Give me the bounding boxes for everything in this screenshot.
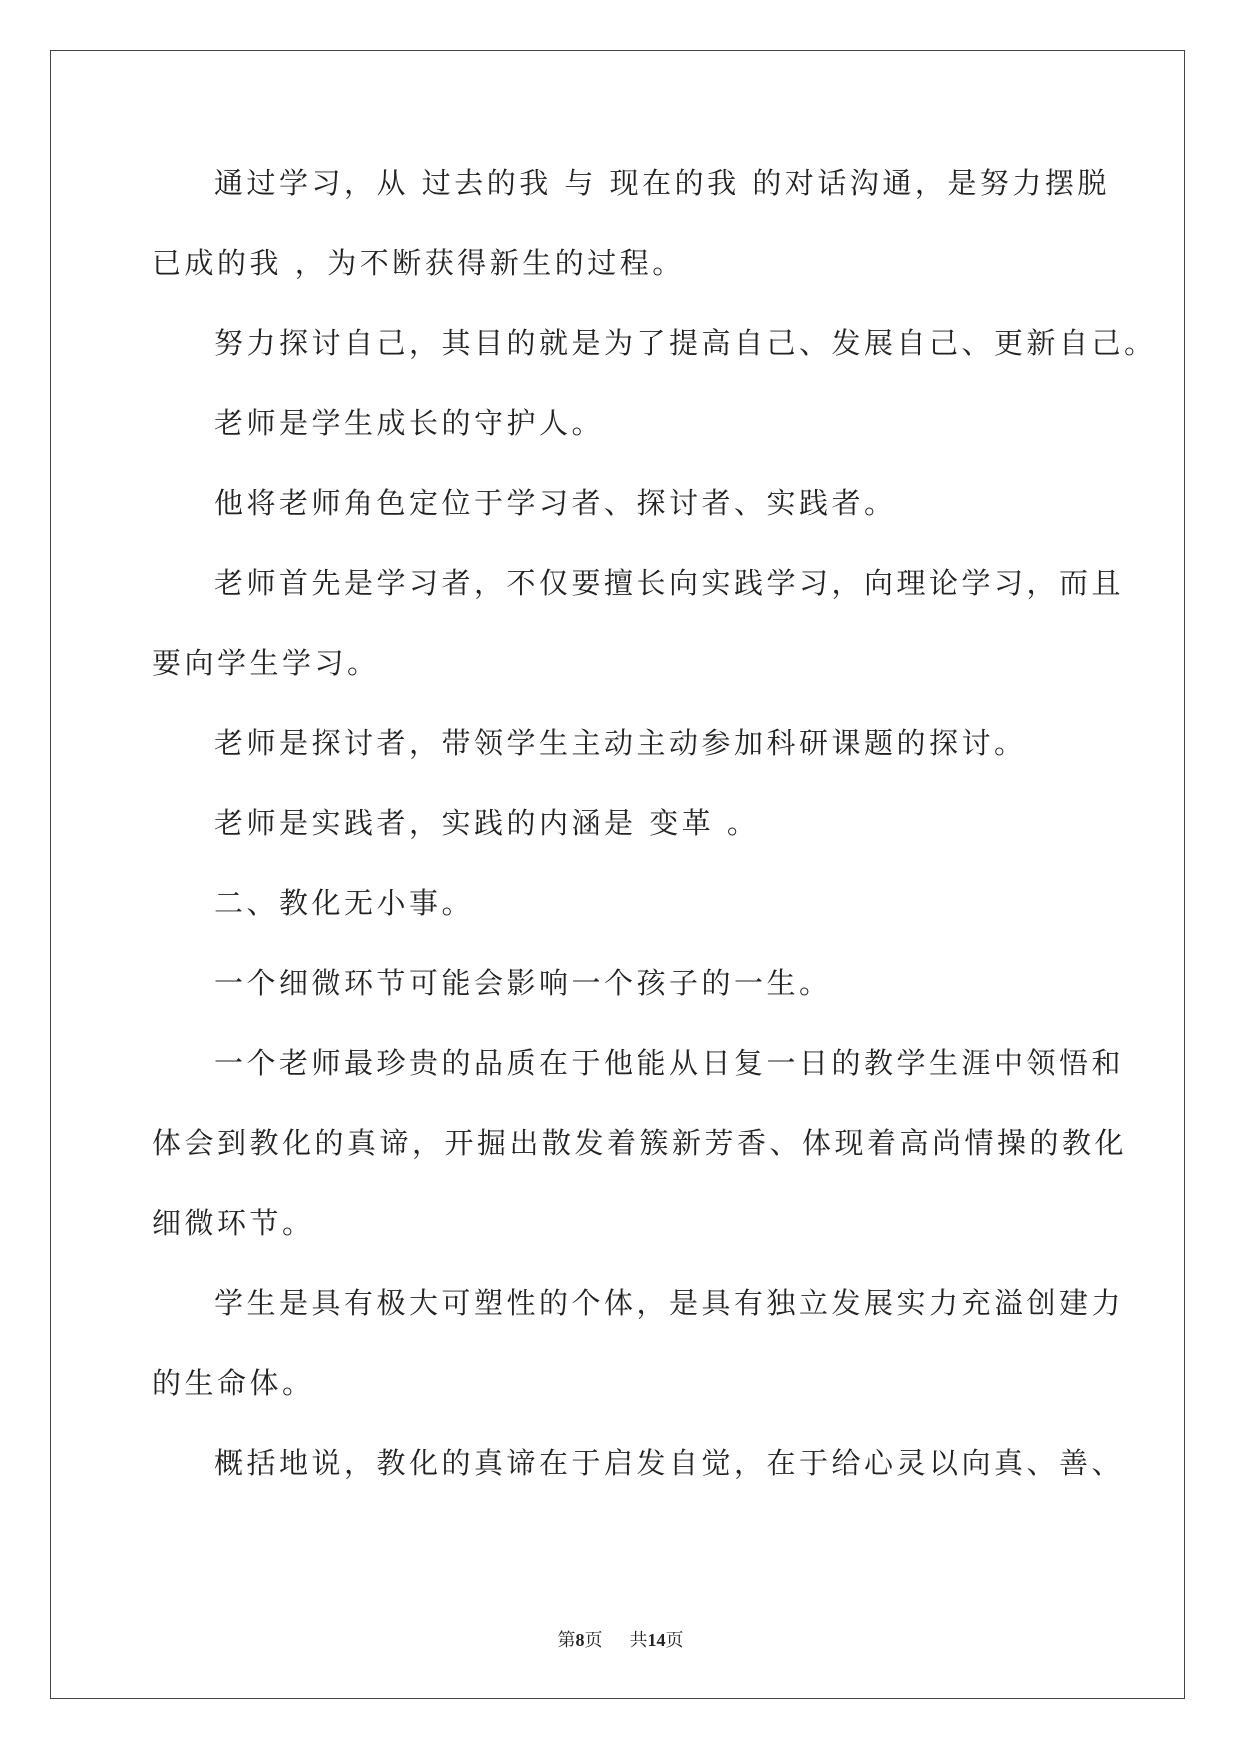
current-page-number: 8	[575, 1630, 585, 1650]
page-label: 第8页	[557, 1630, 603, 1650]
paragraph-line: 学生是具有极大可塑性的个体，是具有独立发展实力充溢创建力	[214, 1286, 1125, 1320]
page-footer	[0, 1626, 1241, 1652]
paragraph-line: 概括地说，教化的真谛在于启发自觉，在于给心灵以向真、善、	[214, 1446, 1125, 1480]
paragraph-line: 的生命体。	[152, 1366, 315, 1400]
paragraph-line: 通过学习，从 过去的我 与 现在的我 的对话沟通，是努力摆脱	[214, 166, 1110, 200]
paragraph-line: 老师是实践者，实践的内涵是 变革 。	[214, 806, 760, 840]
section-heading: 二、教化无小事。	[214, 886, 475, 920]
paragraph-line: 细微环节。	[152, 1206, 315, 1240]
paragraph-line: 一个老师最珍贵的品质在于他能从日复一日的教学生涯中领悟和	[214, 1046, 1125, 1080]
paragraph-line: 一个细微环节可能会影响一个孩子的一生。	[214, 966, 832, 1000]
paragraph-line: 老师是探讨者，带领学生主动主动参加科研课题的探讨。	[214, 726, 1027, 760]
paragraph-line: 要向学生学习。	[152, 646, 380, 680]
paragraph-line: 体会到教化的真谛，开掘出散发着簇新芳香、体现着高尚情操的教化	[152, 1126, 1128, 1160]
paragraph-line: 老师首先是学习者，不仅要擅长向实践学习，向理论学习，而且	[214, 566, 1125, 600]
total-page-count: 14	[647, 1630, 666, 1650]
paragraph-line: 他将老师角色定位于学习者、探讨者、实践者。	[214, 486, 897, 520]
total-pages-label: 共14页	[629, 1630, 684, 1650]
paragraph-line: 已成的我 ，为不断获得新生的过程。	[152, 246, 685, 280]
paragraph-line: 老师是学生成长的守护人。	[214, 406, 605, 440]
paragraph-line: 努力探讨自己，其目的就是为了提高自己、发展自己、更新自己。	[214, 326, 1157, 360]
